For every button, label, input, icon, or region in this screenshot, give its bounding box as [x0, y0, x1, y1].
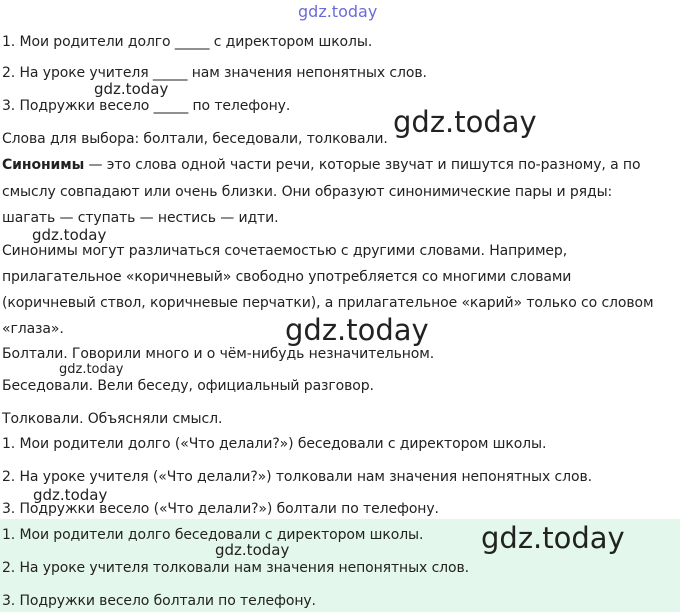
- answer-1: 1. Мои родители долго беседовали с директором школы.: [2, 527, 424, 543]
- watermark: gdz.today: [32, 226, 107, 244]
- watermark: gdz.today: [94, 80, 169, 98]
- definition-1: Болтали. Говорили много и о чём-нибудь незначительном.: [2, 346, 435, 362]
- definition-3: Толковали. Объясняли смысл.: [2, 411, 223, 427]
- watermark: gdz.today: [393, 105, 537, 139]
- question-3: 3. Подружки весело («Что делали?») болтали по телефону.: [2, 501, 439, 517]
- watermark: gdz.today: [481, 521, 625, 555]
- theory-line-4: Синонимы могут различаться сочетаемостью с другими словами. Например,: [2, 243, 568, 259]
- theory-line-2: смыслу совпадают или очень близки. Они образуют синонимические пары и ряды:: [2, 184, 613, 200]
- watermark-top: gdz.today: [298, 2, 378, 21]
- watermark: gdz.today: [33, 486, 108, 504]
- watermark: gdz.today: [59, 362, 124, 377]
- theory-term: Синонимы: [2, 157, 85, 173]
- theory-line-7: «глаза».: [2, 321, 64, 337]
- theory-line-6: (коричневый ствол, коричневые перчатки), а прилагательное «карий» только со словом: [2, 295, 654, 311]
- answer-3: 3. Подружки весело болтали по телефону.: [2, 593, 316, 609]
- question-2: 2. На уроке учителя («Что делали?») толковали нам значения непонятных слов.: [2, 469, 592, 485]
- watermark: gdz.today: [215, 541, 290, 559]
- question-1: 1. Мои родители долго («Что делали?») беседовали с директором школы.: [2, 436, 547, 452]
- task-sentence-3: 3. Подружки весело _____ по телефону.: [2, 98, 291, 114]
- theory-definition: — это слова одной части речи, которые звучат и пишутся по-разному, а по: [84, 157, 641, 173]
- word-options: Слова для выбора: болтали, беседовали, толковали.: [2, 131, 388, 147]
- watermark: gdz.today: [285, 313, 429, 347]
- theory-line-3: шагать — ступать — нестись — идти.: [2, 210, 279, 226]
- task-sentence-2: 2. На уроке учителя _____ нам значения непонятных слов.: [2, 65, 427, 81]
- theory-line-5: прилагательное «коричневый» свободно употребляется со многими словами: [2, 269, 572, 285]
- theory-line-1: [2, 156, 640, 174]
- definition-2: Беседовали. Вели беседу, официальный разговор.: [2, 378, 374, 394]
- answer-2: 2. На уроке учителя толковали нам значения непонятных слов.: [2, 560, 469, 576]
- task-sentence-1: 1. Мои родители долго _____ с директором школы.: [2, 34, 373, 50]
